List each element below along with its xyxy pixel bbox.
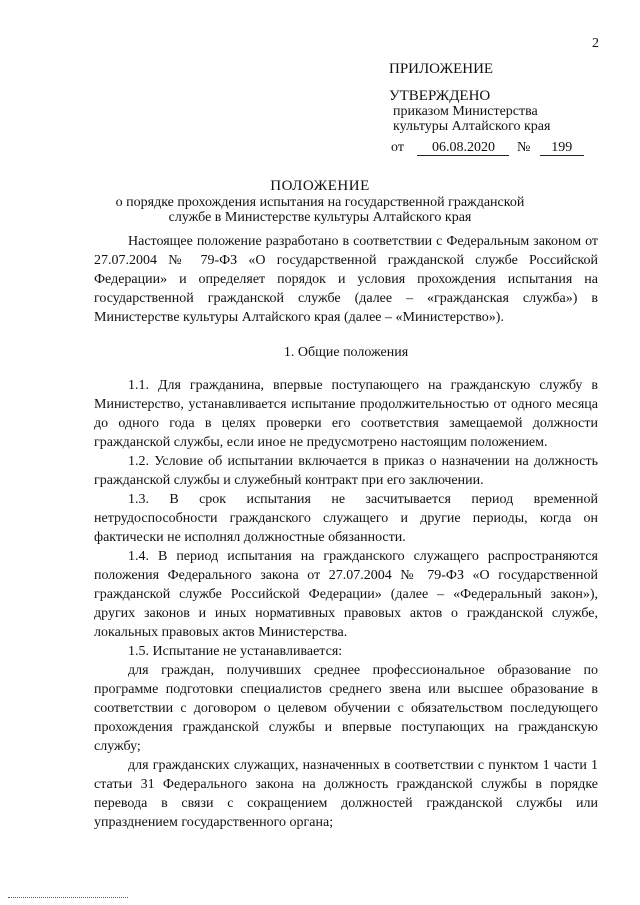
approval-date: 06.08.2020 [417,140,509,156]
title-block [0,178,640,225]
paragraph-1-1: 1.1. Для гражданина, впервые поступающего на гражданскую службу в Министерство, устанавливается испытание продолжительностью от одного месяца до одного года в целях проверки его соответствия замещаемой должности гражданской службы, если иное не предусмотрено настоящим положением. [94,378,598,450]
paragraph-1-5-item-1: для граждан, получивших среднее профессиональное образование по программе подготовки специалистов среднего звена или высшее образование в соответствии с договором о целевом обучении с обязательством последующего прохождения гражданской службы и впервые поступающих на гражданскую службу; [94,663,598,754]
date-line [389,140,599,156]
date-prefix: от [391,140,404,155]
footer-divider [8,897,128,898]
document-title: ПОЛОЖЕНИЕ [270,178,370,194]
approval-number: 199 [540,140,584,156]
approval-stamp [389,62,599,156]
paragraph-1-4: 1.4. В период испытания на гражданского служащего распространяются положения Федерального закона от 27.07.2004 № 79-ФЗ «О государственной гражданской службе Российской Федерации» (далее – «Федеральный закон»), других законов и иных нормативных правовых актов о гражданской службе, локальных правовых актов Министерства. [94,549,598,640]
ministry-line: культуры Алтайского края [393,119,551,134]
number-sign: № [516,140,531,155]
document-body [94,232,598,832]
paragraph-1-5-item-2: для гражданских служащих, назначенных в соответствии с пунктом 1 части 1 статьи 31 Федерального закона на должность гражданской службы в порядке перевода в связи с сокращением должностей гражданской службы или упразднением государственного органа; [94,758,598,830]
page-number: 2 [592,36,599,51]
approved-label: УТВЕРЖДЕНО [389,88,491,104]
order-line: приказом Министерства [393,104,538,119]
paragraph-1-5: 1.5. Испытание не устанавливается: [128,644,343,659]
section-heading: 1. Общие положения [283,345,409,360]
intro-paragraph: Настоящее положение разработано в соответствии с Федеральным законом от 27.07.2004 № 79-ФЗ «О государственной гражданской службе Российской Федерации» и определяет порядок и условия прохождения испытания на государственной гражданской службе (далее – «гражданская служба») в Министерстве культуры Алтайского края (далее – «Министерство»). [94,234,598,325]
annex-label: ПРИЛОЖЕНИЕ [389,61,494,77]
paragraph-1-3: 1.3. В срок испытания не засчитывается период временной нетрудоспособности гражданского служащего и другие периоды, когда он фактически не исполнял должностные обязанности. [94,492,598,545]
document-subtitle: о порядке прохождения испытания на государственной гражданской службе в Министерстве культуры Алтайского края [115,195,525,225]
paragraph-1-2: 1.2. Условие об испытании включается в приказ о назначении на должность гражданской службы и служебный контракт при его заключении. [94,454,598,488]
